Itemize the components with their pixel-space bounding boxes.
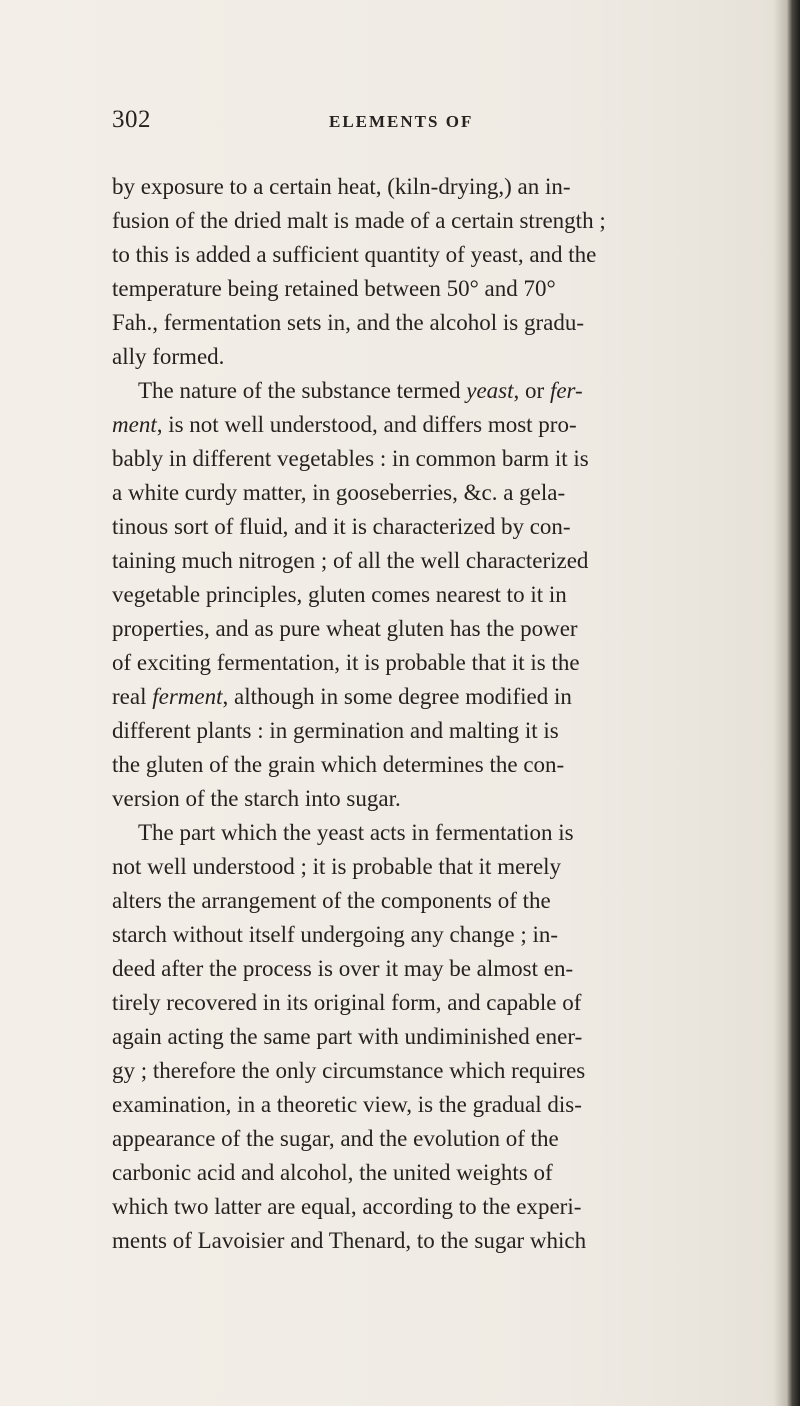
text-run: , is not well understood, and differs most pro- (156, 412, 577, 437)
text-line: fusion of the dried malt is made of a certain strength ; (112, 208, 606, 233)
text-run: , or (513, 378, 550, 403)
text-line: appearance of the sugar, and the evolution of the (112, 1126, 559, 1151)
text-line (112, 680, 712, 714)
text-run: The nature of the substance termed (138, 378, 467, 403)
italic-term-ferment: ferment (152, 684, 223, 709)
paragraph-start-line: The part which the yeast acts in fermentation is (138, 820, 574, 845)
book-spine-edge (786, 0, 800, 1406)
text-line: of exciting fermentation, it is probable that it is the (112, 650, 580, 675)
text-line: bably in different vegetables : in common barm it is (112, 446, 589, 471)
text-line: which two latter are equal, according to the experi- (112, 1194, 582, 1219)
text-line (112, 408, 712, 442)
text-line: by exposure to a certain heat, (kiln-drying,) an in- (112, 174, 571, 199)
text-line: deed after the process is over it may be almost en- (112, 956, 574, 981)
text-line: a white curdy matter, in gooseberries, &c. a gela- (112, 480, 566, 505)
text-line: taining much nitrogen ; of all the well characterized (112, 548, 589, 573)
text-line: not well understood ; it is probable that it merely (112, 854, 562, 879)
text-line: vegetable principles, gluten comes nearest to it in (112, 582, 567, 607)
text-line: gy ; therefore the only circumstance which requires (112, 1058, 586, 1083)
italic-term-ferment-part1: fer- (549, 378, 583, 403)
italic-term-ferment-part2: ment (112, 412, 157, 437)
text-line: again acting the same part with undiminished ener- (112, 1024, 583, 1049)
text-line: ally formed. (112, 344, 225, 369)
text-line: starch without itself undergoing any change ; in- (112, 922, 559, 947)
paragraph-start-line (112, 374, 712, 408)
text-line: tinous sort of fluid, and it is characterized by con- (112, 514, 571, 539)
text-line: the gluten of the grain which determines the con- (112, 752, 565, 777)
page-gutter-shadow (774, 0, 786, 1406)
italic-term-yeast: yeast (466, 378, 514, 403)
page-header (112, 106, 712, 140)
text-run: , although in some degree modified in (222, 684, 572, 709)
body-text (112, 170, 712, 1258)
text-line: to this is added a sufficient quantity of yeast, and the (112, 242, 597, 267)
text-line: Fah., fermentation sets in, and the alcohol is gradu- (112, 310, 585, 335)
text-line: ments of Lavoisier and Thenard, to the sugar which (112, 1228, 587, 1253)
text-run: real (112, 684, 153, 709)
text-line: different plants : in germination and malting it is (112, 718, 559, 743)
text-line: carbonic acid and alcohol, the united weights of (112, 1160, 553, 1185)
text-line: examination, in a theoretic view, is the gradual dis- (112, 1092, 582, 1117)
running-head: ELEMENTS OF (329, 112, 474, 131)
page-number: 302 (112, 106, 151, 133)
text-line: alters the arrangement of the components of the (112, 888, 551, 913)
text-line: version of the starch into sugar. (112, 786, 401, 811)
text-line: properties, and as pure wheat gluten has the power (112, 616, 578, 641)
text-line: tirely recovered in its original form, and capable of (112, 990, 582, 1015)
text-line: temperature being retained between 50° and 70° (112, 276, 556, 301)
